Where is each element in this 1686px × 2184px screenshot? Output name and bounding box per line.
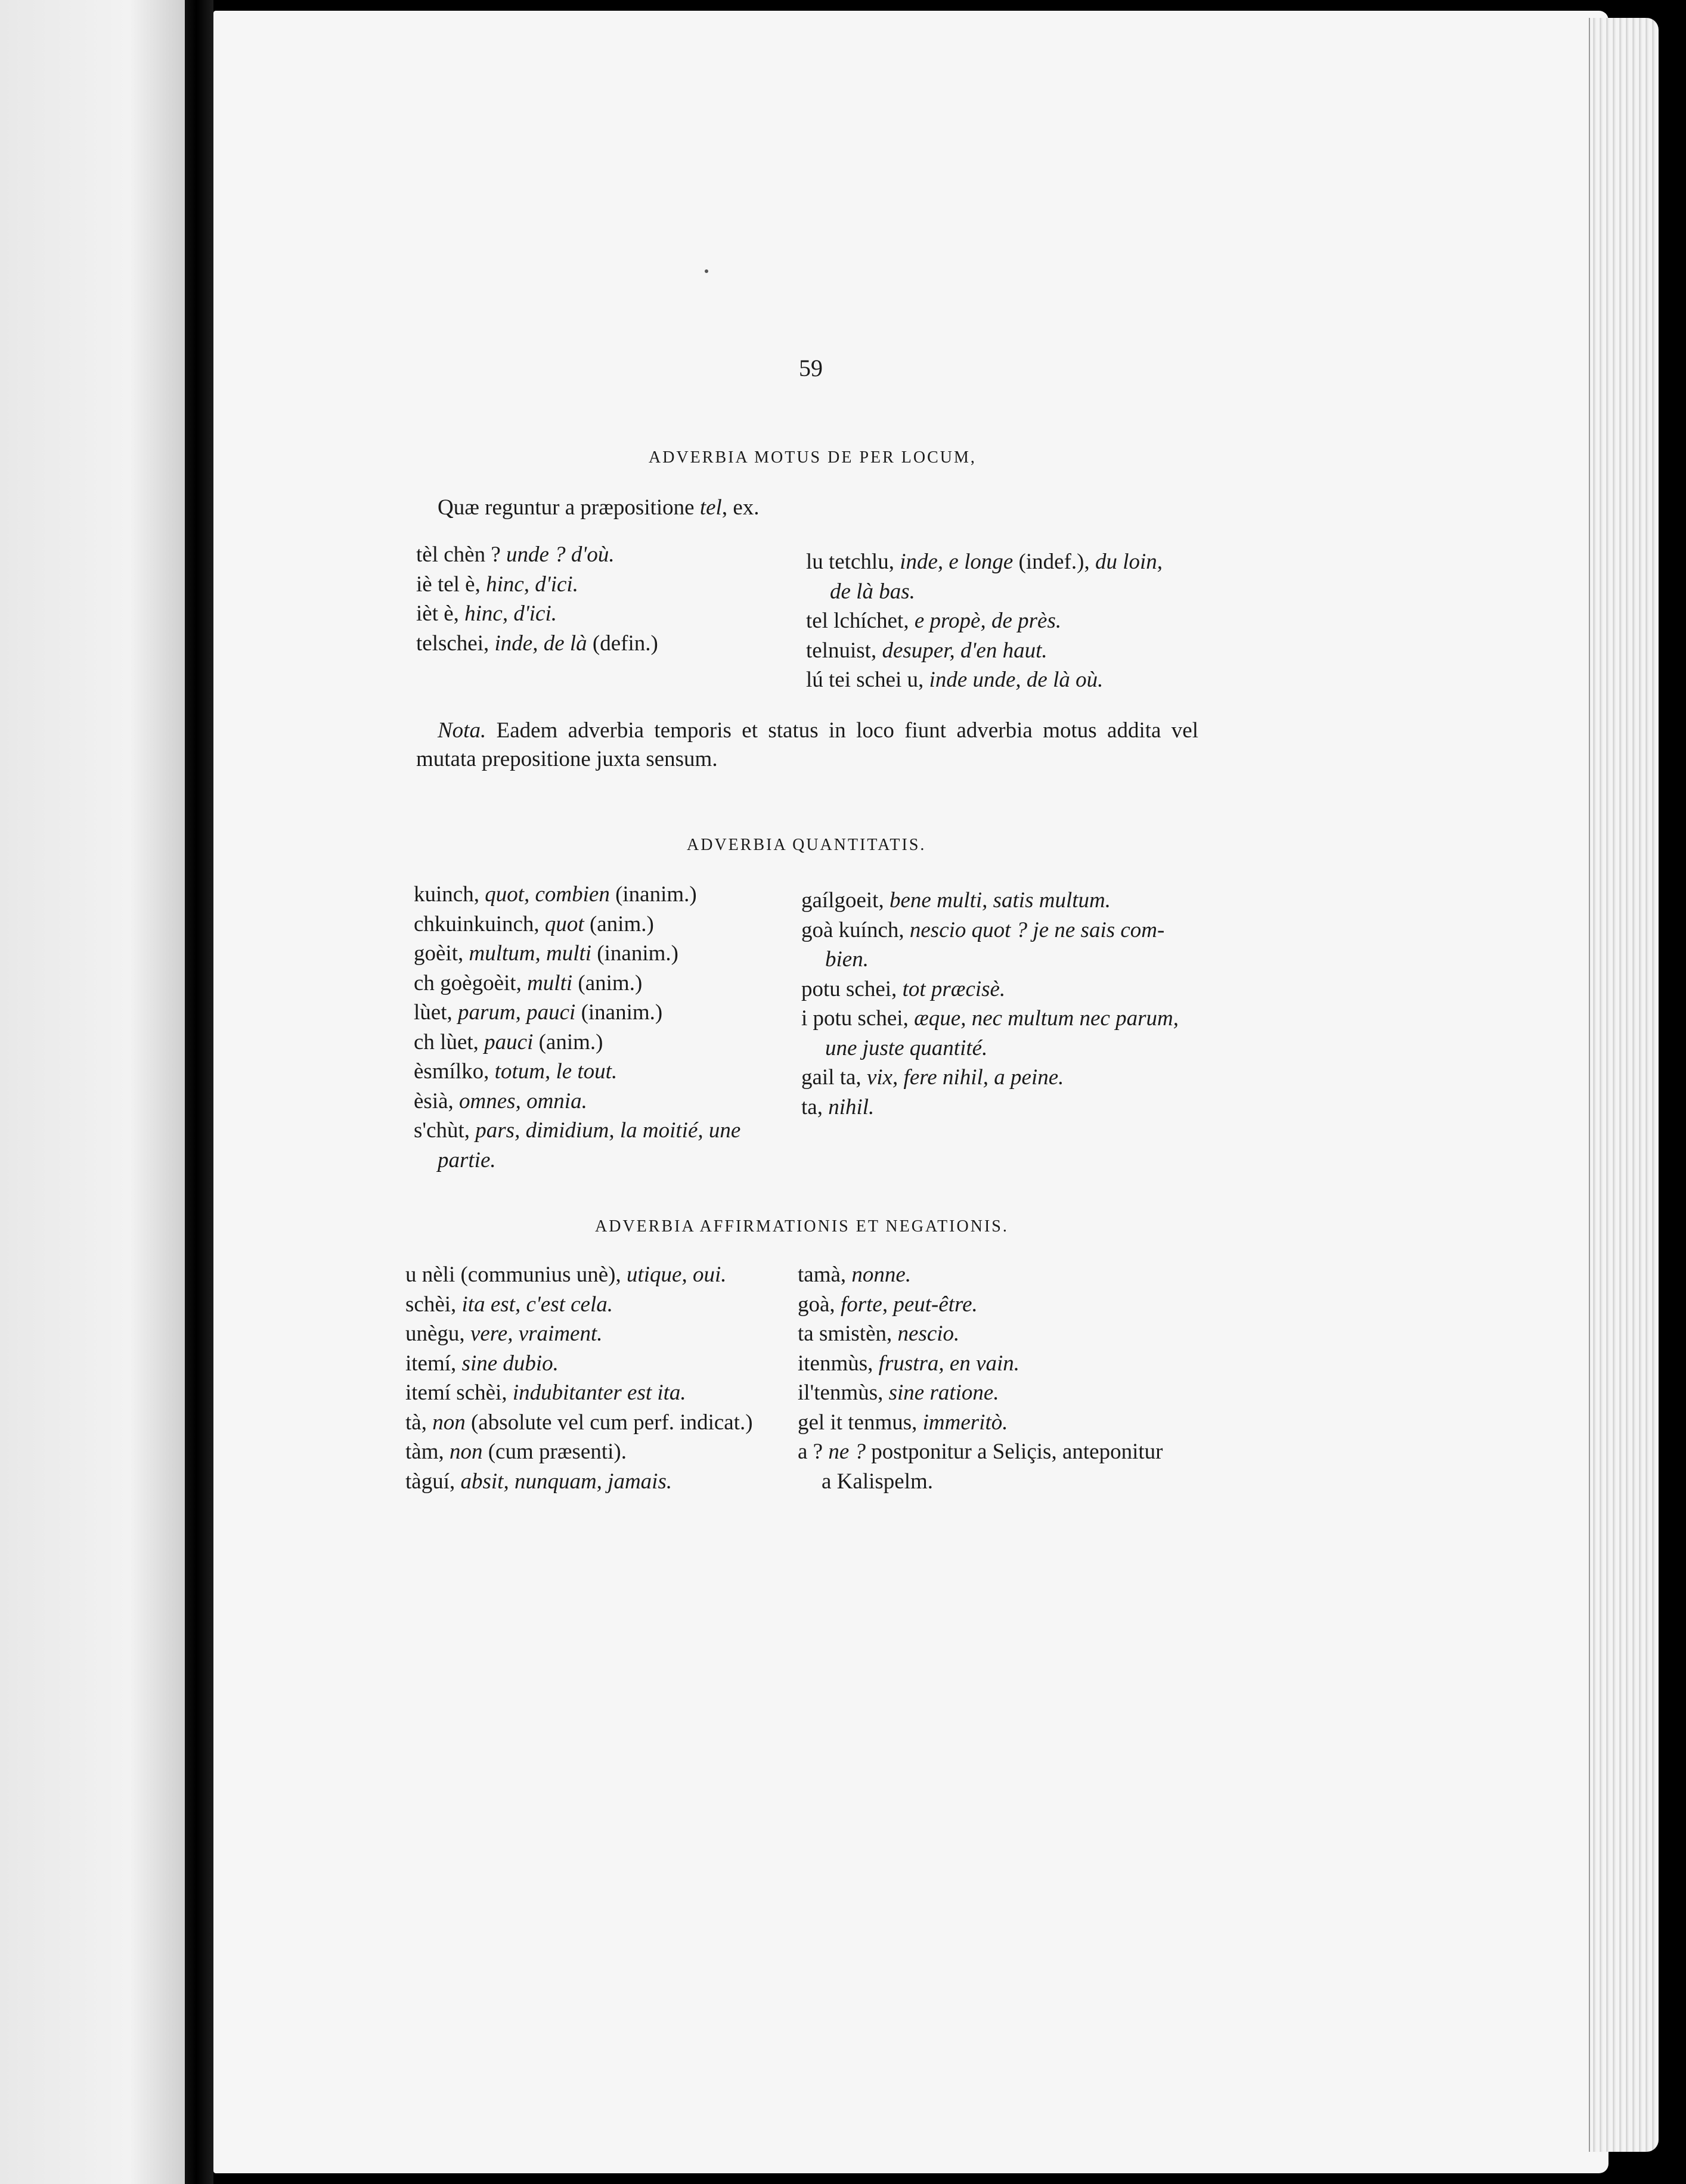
entry-line: bien. <box>825 947 869 972</box>
section-heading-quantitatis: ADVERBIA QUANTITATIS. <box>687 836 926 854</box>
entry-line: il'tenmùs, sine ratione. <box>798 1380 999 1405</box>
entry-line: gaílgoeit, bene multi, satis multum. <box>801 888 1111 913</box>
entry-line: goà, forte, peut-être. <box>798 1292 978 1317</box>
entry-line: chkuinkuinch, quot (anim.) <box>414 911 654 936</box>
entry-line: s'chùt, pars, dimidium, la moitié, une <box>414 1118 741 1143</box>
entry-line: itenmùs, frustra, en vain. <box>798 1351 1020 1376</box>
entry-line: lú tei schei u, inde unde, de là où. <box>806 668 1104 692</box>
facing-page-edge <box>0 0 185 2184</box>
entry-line: iè tel è, hinc, d'ici. <box>416 572 578 597</box>
entry-line: unègu, vere, vraiment. <box>405 1321 603 1346</box>
entry-line: a Kalispelm. <box>822 1469 934 1494</box>
entry-line: u nèli (communius unè), utique, oui. <box>405 1262 727 1287</box>
entry-line: èsià, omnes, omnia. <box>414 1088 587 1113</box>
entry-line: itemí, sine dubio. <box>405 1351 559 1376</box>
entry-line: telschei, inde, de là (defin.) <box>416 631 658 656</box>
entry-line: partie. <box>438 1147 496 1172</box>
entry-line: schèi, ita est, c'est cela. <box>405 1292 613 1317</box>
entry-line: potu schei, tot præcisè. <box>801 976 1006 1001</box>
entry-line: de là bas. <box>830 579 915 604</box>
entry-line: tàm, non (cum præsenti). <box>405 1440 627 1464</box>
entry-line: ch lùet, pauci (anim.) <box>414 1029 603 1054</box>
entry-line: lu tetchlu, inde, e longe (indef.), du loin, <box>806 550 1163 574</box>
entry-line: tamà, nonne. <box>798 1262 912 1287</box>
section-intro: Quæ reguntur a præpositione tel, ex. <box>438 495 760 520</box>
quantitatis-left-column <box>414 880 740 1175</box>
entry-line: tèl chèn ? unde ? d'où. <box>416 542 615 567</box>
quantitatis-right-column <box>801 886 1179 1122</box>
page-number: 59 <box>799 355 823 381</box>
entry-line: èsmílko, totum, le tout. <box>414 1059 618 1084</box>
entry-line: a ? ne ? postponitur a Seliçis, anteponitur <box>798 1440 1163 1464</box>
motus-left-column <box>416 540 658 658</box>
section-heading-affirmationis: ADVERBIA AFFIRMATIONIS ET NEGATIONIS. <box>595 1217 1009 1236</box>
entry-line: tàguí, absit, nunquam, jamais. <box>405 1469 672 1494</box>
entry-line: goà kuínch, nescio quot ? je ne sais com- <box>801 917 1165 942</box>
entry-line: lùet, parum, pauci (inanim.) <box>414 1000 663 1025</box>
entry-line: tel lchíchet, e propè, de près. <box>806 609 1062 633</box>
page-stack-edges <box>1589 18 1659 2152</box>
entry-line: gel it tenmus, immeritò. <box>798 1410 1008 1435</box>
entry-line: goèit, multum, multi (inanim.) <box>414 941 678 966</box>
entry-line: gail ta, vix, fere nihil, a peine. <box>801 1065 1064 1090</box>
nota-paragraph: Nota. Eadem adverbia temporis et status in loco fiunt adverbia motus addita vel mutata prepositione juxta sensum. <box>416 718 1198 771</box>
entry-line: ch goègoèit, multi (anim.) <box>414 970 643 995</box>
entry-line: kuinch, quot, combien (inanim.) <box>414 882 697 907</box>
scan-speck <box>705 269 708 273</box>
entry-line: i potu schei, æque, nec multum nec parum, <box>801 1006 1179 1031</box>
entry-line: ièt è, hinc, d'ici. <box>416 601 557 626</box>
motus-right-column <box>806 547 1163 695</box>
entry-line: itemí schèi, indubitanter est ita. <box>405 1380 686 1405</box>
entry-line: ta, nihil. <box>801 1094 875 1119</box>
book-gutter <box>185 0 213 2184</box>
section-heading-motus: ADVERBIA MOTUS DE PER LOCUM, <box>649 448 977 467</box>
affirmationis-left-column <box>405 1260 753 1496</box>
entry-line: tà, non (absolute vel cum perf. indicat.) <box>405 1410 753 1435</box>
affirmationis-right-column <box>798 1260 1163 1496</box>
entry-line: telnuist, desuper, d'en haut. <box>806 638 1047 663</box>
entry-line: une juste quantité. <box>825 1035 988 1060</box>
entry-line: ta smistèn, nescio. <box>798 1321 960 1346</box>
